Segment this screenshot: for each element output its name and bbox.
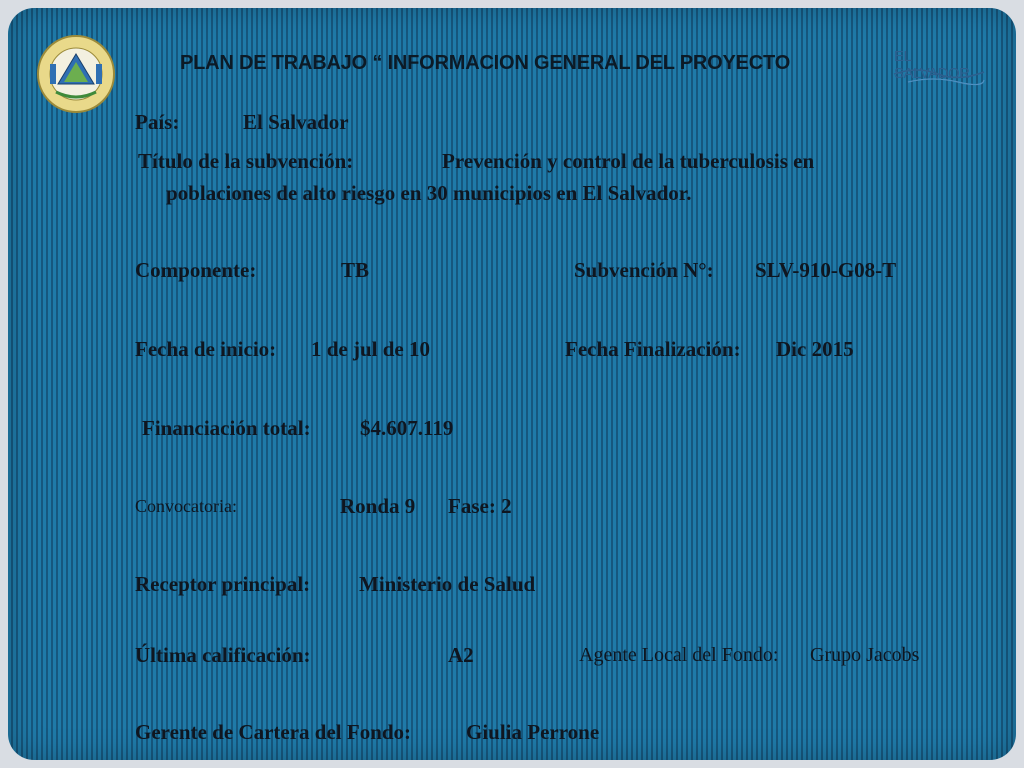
componente-value: TB — [341, 258, 370, 282]
convocatoria-label: Convocatoria: — [135, 496, 237, 516]
titulo-label: Título de la subvención: — [138, 149, 354, 173]
subvencion-value: SLV-910-G08-T — [755, 258, 897, 282]
subvencion-label: Subvención N°: — [574, 258, 714, 282]
pais-value: El Salvador — [243, 110, 349, 134]
gerente-label: Gerente de Cartera del Fondo: — [135, 720, 412, 744]
gerente-value: Giulia Perrone — [466, 720, 600, 744]
receptor-value: Ministerio de Salud — [359, 572, 536, 596]
titulo-value-line1: Prevención y control de la tuberculosis en — [442, 149, 815, 173]
agente-label: Agente Local del Fondo: — [579, 644, 779, 666]
brand-logo — [888, 38, 988, 94]
calificacion-label: Última calificación: — [135, 643, 311, 667]
convocatoria-fase: Fase: 2 — [448, 494, 512, 518]
convocatoria-ronda: Ronda 9 — [340, 494, 416, 518]
componente-label: Componente: — [135, 258, 257, 282]
financiacion-value: $4.607.119 — [360, 416, 454, 440]
agente-value: Grupo Jacobs — [810, 644, 920, 666]
brand-logo-text: EL SALVADOR — [894, 48, 970, 82]
fecha-inicio-value: 1 de jul de 10 — [311, 337, 431, 361]
fecha-inicio-label: Fecha de inicio: — [135, 337, 277, 361]
titulo-value-line2: poblaciones de alto riesgo en 30 municipios en El Salvador. — [166, 181, 692, 205]
fecha-fin-label: Fecha Finalización: — [565, 337, 741, 361]
slide — [8, 8, 1016, 760]
wave-icon — [888, 38, 988, 94]
receptor-label: Receptor principal: — [135, 572, 311, 596]
pais-label: País: — [135, 110, 180, 134]
fecha-fin-value: Dic 2015 — [776, 337, 854, 361]
financiacion-label: Financiación total: — [142, 416, 311, 440]
page-title: PLAN DE TRABAJO “ INFORMACION GENERAL DEL PROYECTO — [180, 52, 791, 74]
calificacion-value: A2 — [448, 643, 474, 667]
el-salvador-coat-of-arms-icon — [36, 34, 116, 114]
